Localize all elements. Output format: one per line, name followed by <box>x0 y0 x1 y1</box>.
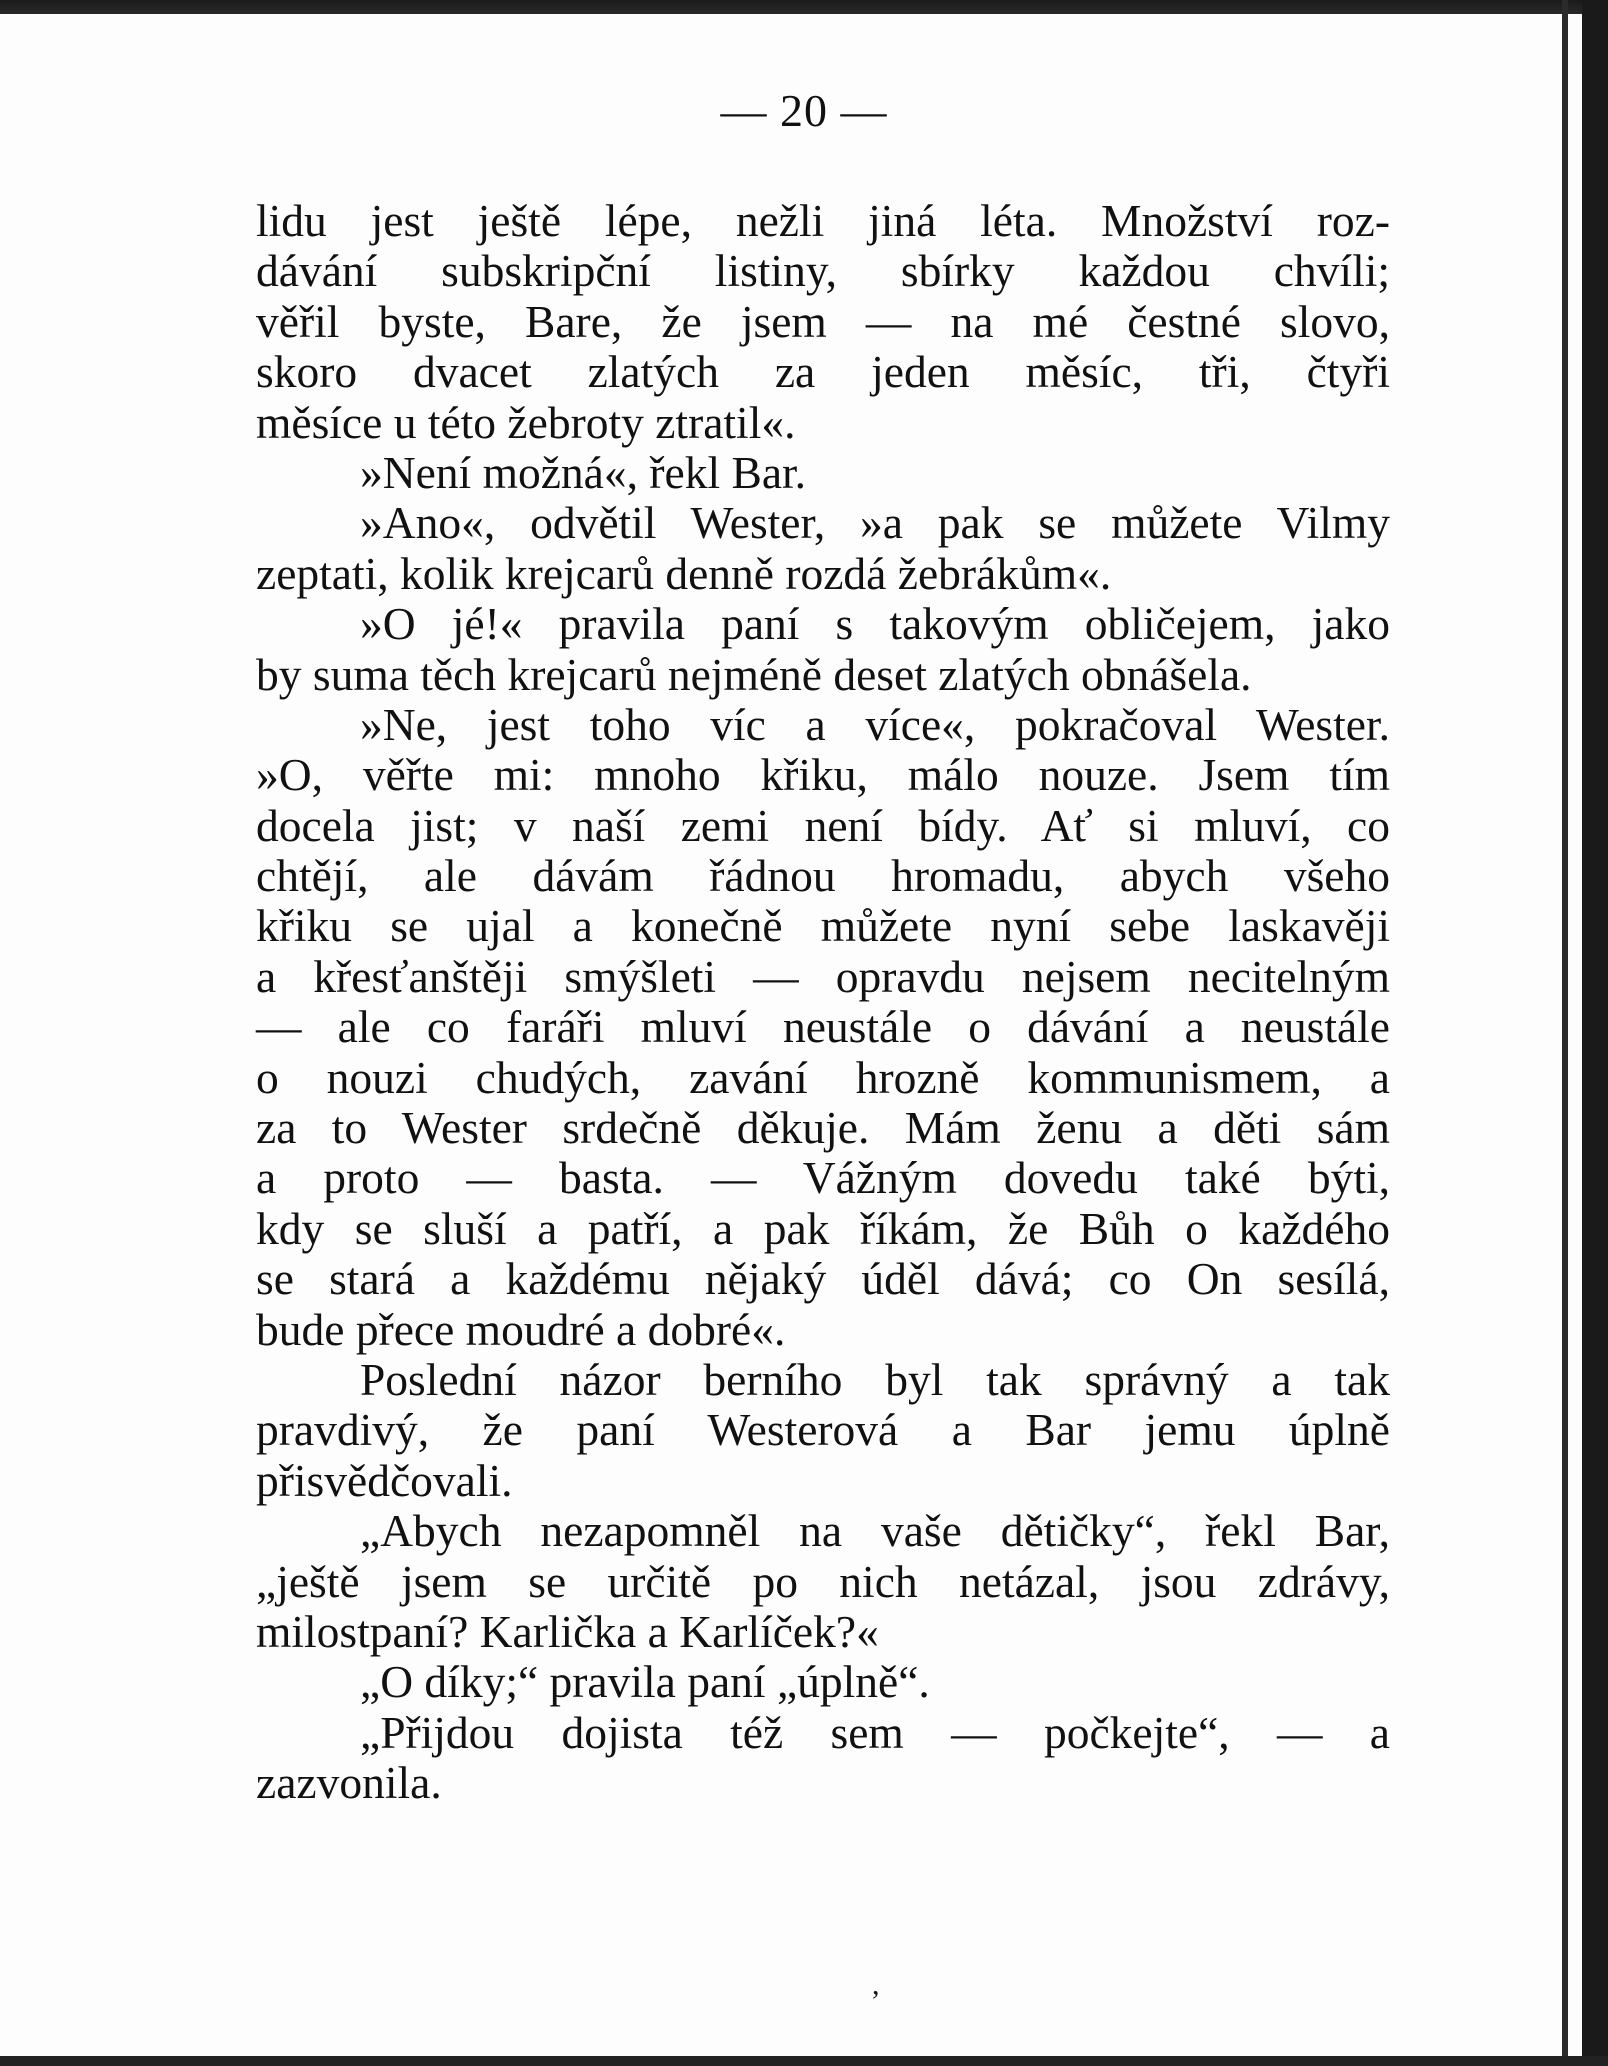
text-line: zeptati, kolik krejcarů denně rozdá žebrákům«. <box>256 547 1112 599</box>
text-line: »O jé!« pravila paní s takovým obličejem, jako <box>360 598 1390 650</box>
text-line: chtějí, ale dávám řádnou hromadu, abych všeho <box>256 850 1390 902</box>
text-line: zazvonila. <box>256 1757 442 1809</box>
text-line: se stará a každému nějaký úděl dává; co On sesílá, <box>256 1253 1390 1305</box>
stray-ink-mark: , <box>872 1968 880 2001</box>
text-line: „Abych nezapomněl na vaše dětičky“, řekl Bar, <box>360 1505 1390 1557</box>
text-line: „O díky;“ pravila paní „úplně“. <box>360 1656 930 1708</box>
text-line: a proto — basta. — Vážným dovedu také býti, <box>256 1152 1390 1204</box>
page-number: — 20 — <box>720 85 888 136</box>
text-line: skoro dvacet zlatých za jeden měsíc, tři, čtyři <box>256 346 1390 398</box>
text-line: — ale co faráři mluví neustále o dávání a neustále <box>256 1001 1390 1053</box>
body-text <box>256 196 1390 1809</box>
text-line: křiku se ujal a konečně můžete nyní sebe laskavěji <box>256 900 1390 952</box>
text-line: „Přijdou dojista též sem — počkejte“, — a <box>360 1706 1390 1758</box>
text-line: kdy se sluší a patří, a pak říkám, že Bůh o každého <box>256 1202 1390 1254</box>
text-line: dávání subskripční listiny, sbírky každou chvíli; <box>256 245 1390 297</box>
page-top-edge <box>0 0 1608 14</box>
page-right-edge <box>1582 0 1608 2066</box>
text-line: »Není možná«, řekl Bar. <box>360 446 807 498</box>
text-line: Poslední názor berního byl tak správný a tak <box>360 1353 1390 1405</box>
text-line: lidu jest ještě lépe, nežli jiná léta. Množství roz- <box>256 195 1390 246</box>
text-line: bude přece moudré a dobré«. <box>256 1303 786 1355</box>
text-line: měsíce u této žebroty ztratil«. <box>256 396 796 448</box>
text-line: »Ne, jest toho víc a více«, pokračoval Wester. <box>360 698 1390 750</box>
text-line: »Ano«, odvětil Wester, »a pak se můžete Vilmy <box>360 497 1390 549</box>
text-line: „ještě jsem se určitě po nich netázal, jsou zdrávy, <box>256 1555 1390 1607</box>
text-line: pravdivý, že paní Westerová a Bar jemu úplně <box>256 1404 1390 1456</box>
text-line: přisvědčovali. <box>256 1454 513 1506</box>
text-line: docela jist; v naší zemi není bídy. Ať si mluví, co <box>256 799 1390 851</box>
text-line: »O, věřte mi: mnoho křiku, málo nouze. Jsem tím <box>256 749 1390 801</box>
page-bottom-edge <box>0 2056 1608 2066</box>
text-line: o nouzi chudých, zavání hrozně kommunismem, a <box>256 1051 1390 1103</box>
page-right-shadow <box>1562 0 1568 2066</box>
text-line: věřil byste, Bare, že jsem — na mé čestné slovo, <box>256 295 1390 347</box>
text-line: za to Wester srdečně děkuje. Mám ženu a děti sám <box>256 1102 1390 1154</box>
text-line: milostpaní? Karlička a Karlíček?« <box>256 1605 879 1657</box>
text-line: by suma těch krejcarů nejméně deset zlatých obnášela. <box>256 648 1252 700</box>
text-line: a křesťanštěji smýšleti — opravdu nejsem necitelným <box>256 950 1390 1002</box>
